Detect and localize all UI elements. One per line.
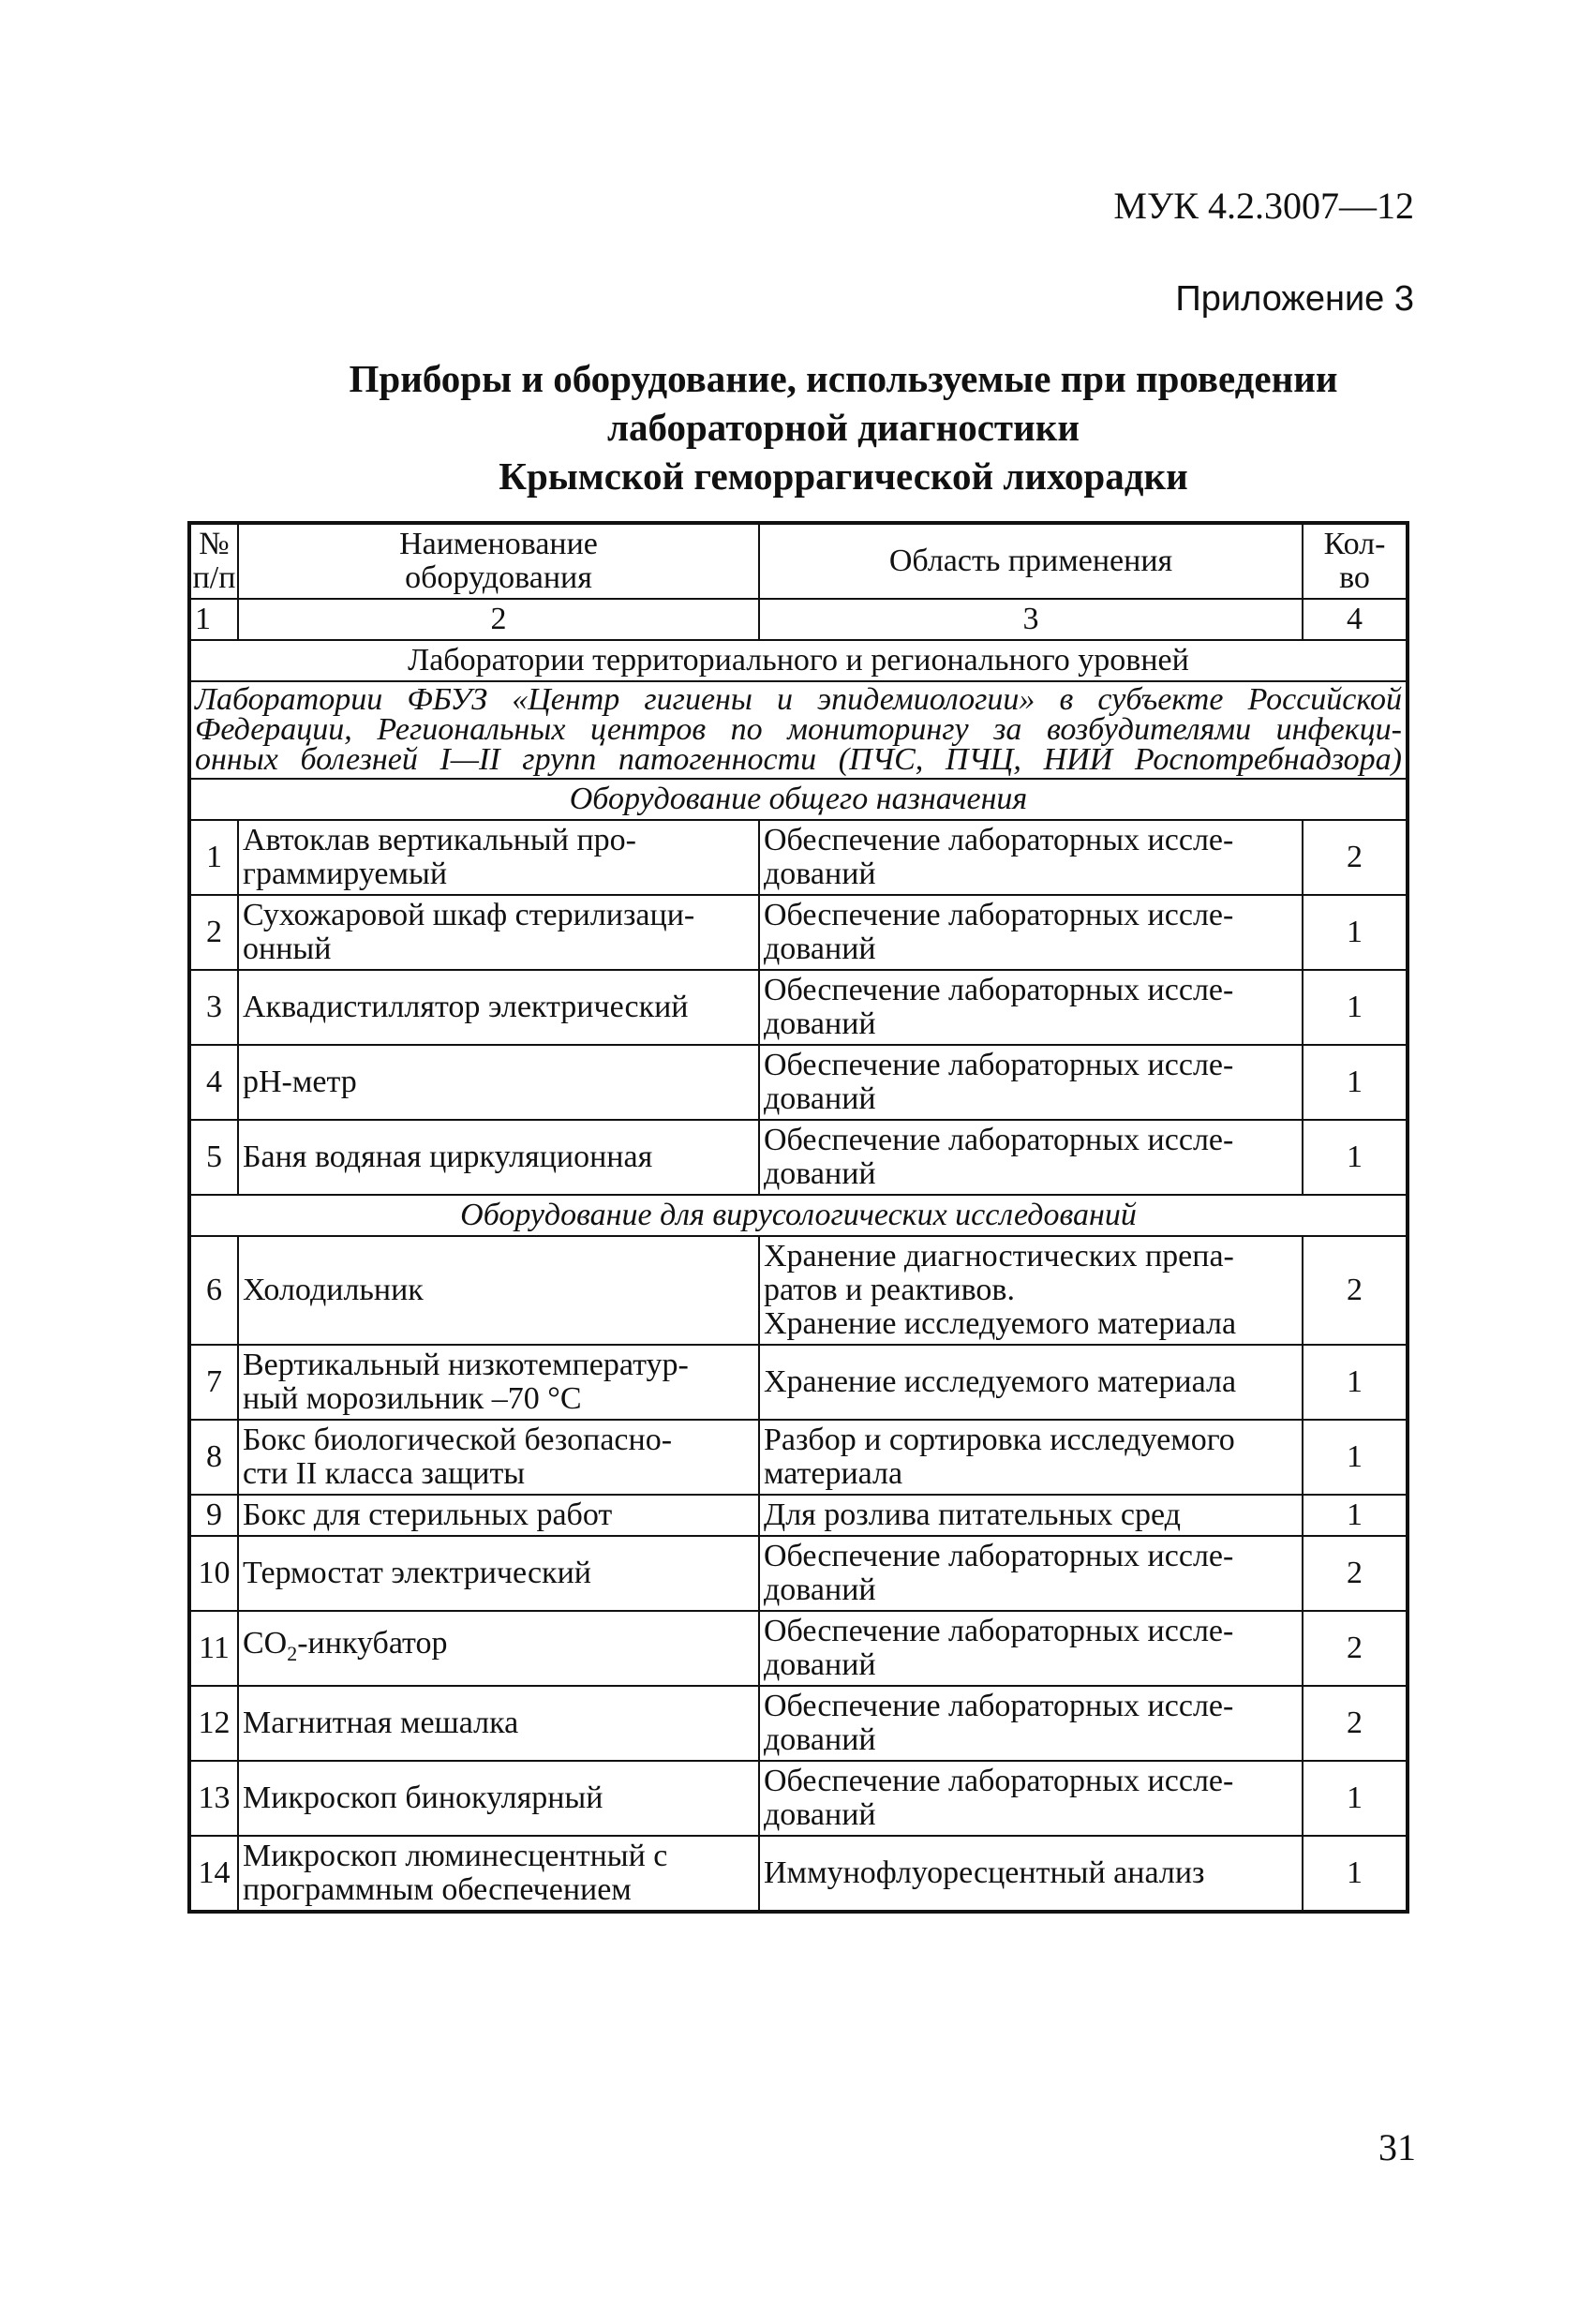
subtitle-line-3: онных болезней I—II групп патогенности (ПЧС, ПЧЦ, НИИ Роспотребнадзора) xyxy=(195,742,1402,777)
application-area xyxy=(759,1611,1303,1686)
application-area xyxy=(759,895,1303,970)
application-area xyxy=(759,1536,1303,1611)
table-header-row xyxy=(189,523,1408,599)
row-number: 11 xyxy=(189,1611,238,1686)
equipment-name-line: Холодильник xyxy=(243,1273,424,1307)
row-number: 13 xyxy=(189,1761,238,1836)
column-number: 3 xyxy=(759,599,1303,640)
application-area xyxy=(759,1495,1303,1536)
application-area xyxy=(759,1761,1303,1836)
formula-part: CO xyxy=(243,1625,288,1661)
row-number: 14 xyxy=(189,1836,238,1912)
equipment-name-line: Магнитная мешалка xyxy=(243,1706,519,1740)
application-area xyxy=(759,1420,1303,1495)
application-area xyxy=(759,1236,1303,1345)
title-line-2: лабораторной диагностики xyxy=(607,406,1080,449)
application-area-line: Обеспечение лабораторных иссле- xyxy=(764,1764,1234,1798)
equipment-name-line: Микроскоп бинокулярный xyxy=(243,1780,603,1815)
application-area-line: Обеспечение лабораторных иссле- xyxy=(764,823,1234,857)
table-row xyxy=(189,895,1408,970)
row-number: 2 xyxy=(189,895,238,970)
formula-subscript: 2 xyxy=(287,1641,298,1665)
row-number: 1 xyxy=(189,820,238,895)
equipment-name xyxy=(238,1761,759,1836)
equipment-name-line: Сухожаровой шкаф стерилизаци- xyxy=(243,898,695,932)
application-area xyxy=(759,1686,1303,1761)
equipment-name xyxy=(238,1495,759,1536)
header-num-line-2: п/п xyxy=(192,560,236,595)
application-area-line: ратов и реактивов. xyxy=(764,1273,1015,1307)
application-area-line: материала xyxy=(764,1456,903,1491)
quantity: 1 xyxy=(1303,1345,1408,1420)
application-area-line: дований xyxy=(764,1647,876,1682)
section-title: Оборудование общего назначения xyxy=(189,779,1408,820)
application-area-line: Обеспечение лабораторных иссле- xyxy=(764,1689,1234,1723)
header-num-line-1: № xyxy=(199,527,230,561)
row-number: 7 xyxy=(189,1345,238,1420)
row-number: 3 xyxy=(189,970,238,1045)
application-area-line: Хранение исследуемого материала xyxy=(764,1364,1237,1399)
row-number: 4 xyxy=(189,1045,238,1120)
equipment-name xyxy=(238,820,759,895)
header-area: Область применения xyxy=(759,523,1303,599)
header-name-line-1: Наименование xyxy=(399,527,598,561)
application-area-line: Обеспечение лабораторных иссле- xyxy=(764,973,1234,1007)
equipment-name-line: граммируемый xyxy=(243,857,448,891)
column-number: 2 xyxy=(238,599,759,640)
title-line-1: Приборы и оборудование, используемые при проведении xyxy=(349,357,1338,400)
equipment-name-line: Баня водяная циркуляционная xyxy=(243,1140,653,1174)
section-title-row xyxy=(189,1195,1408,1236)
table-row xyxy=(189,1120,1408,1195)
subtitle xyxy=(189,681,1408,779)
application-area xyxy=(759,820,1303,895)
page-title xyxy=(225,354,1462,500)
equipment-name-line: Бокс биологической безопасно- xyxy=(243,1423,673,1457)
equipment-name-line: Вертикальный низкотемператур- xyxy=(243,1348,689,1382)
table-row xyxy=(189,1345,1408,1420)
equipment-name-line: ный морозильник –70 °С xyxy=(243,1381,582,1416)
document-code: МУК 4.2.3007—12 xyxy=(1113,185,1414,227)
table-row xyxy=(189,1761,1408,1836)
application-area xyxy=(759,1045,1303,1120)
column-number-row xyxy=(189,599,1408,640)
page-number: 31 xyxy=(1378,2126,1416,2168)
header-num xyxy=(189,523,238,599)
application-area-line: Обеспечение лабораторных иссле- xyxy=(764,1123,1234,1157)
quantity: 2 xyxy=(1303,1686,1408,1761)
application-area xyxy=(759,1345,1303,1420)
equipment-name xyxy=(238,1420,759,1495)
equipment-name-line: программным обеспечением xyxy=(243,1872,632,1907)
formula-part: -инкубатор xyxy=(297,1625,448,1661)
equipment-name-line: Автоклав вертикальный про- xyxy=(243,823,636,857)
equipment-name-line: Бокс для стерильных работ xyxy=(243,1497,613,1532)
quantity: 1 xyxy=(1303,1120,1408,1195)
row-number: 9 xyxy=(189,1495,238,1536)
quantity: 1 xyxy=(1303,1495,1408,1536)
subtitle-line-2: Федерации, Региональных центров по мониторингу за возбудителями инфекци- xyxy=(195,712,1402,747)
quantity: 2 xyxy=(1303,1236,1408,1345)
application-area-line: дований xyxy=(764,1722,876,1757)
application-area-line: дований xyxy=(764,857,876,891)
equipment-name xyxy=(238,1045,759,1120)
quantity: 2 xyxy=(1303,1611,1408,1686)
header-name-line-2: оборудования xyxy=(405,560,592,595)
table-row xyxy=(189,820,1408,895)
equipment-name xyxy=(238,1836,759,1912)
row-number: 12 xyxy=(189,1686,238,1761)
table-row xyxy=(189,1686,1408,1761)
header-qty xyxy=(1303,523,1408,599)
table-row xyxy=(189,1420,1408,1495)
application-area xyxy=(759,1120,1303,1195)
application-area-line: Иммунофлуоресцентный анализ xyxy=(764,1855,1205,1890)
level-title: Лаборатории территориального и регионального уровней xyxy=(189,640,1408,681)
header-qty-line-2: во xyxy=(1339,560,1370,595)
equipment-name xyxy=(238,895,759,970)
application-area-line: Разбор и сортировка исследуемого xyxy=(764,1423,1235,1457)
appendix-label: Приложение 3 xyxy=(1175,279,1414,319)
equipment-name xyxy=(238,1236,759,1345)
application-area-line: дований xyxy=(764,1156,876,1191)
application-area xyxy=(759,1836,1303,1912)
row-number: 5 xyxy=(189,1120,238,1195)
quantity: 1 xyxy=(1303,1045,1408,1120)
application-area-line: Обеспечение лабораторных иссле- xyxy=(764,1048,1234,1082)
quantity: 1 xyxy=(1303,970,1408,1045)
application-area-line: Хранение исследуемого материала xyxy=(764,1306,1237,1341)
equipment-name-line: сти II класса защиты xyxy=(243,1456,526,1491)
subtitle-row xyxy=(189,681,1408,779)
equipment-name xyxy=(238,1686,759,1761)
application-area-line: дований xyxy=(764,1081,876,1116)
application-area-line: дований xyxy=(764,931,876,966)
quantity: 2 xyxy=(1303,820,1408,895)
row-number: 8 xyxy=(189,1420,238,1495)
table-row xyxy=(189,1045,1408,1120)
equipment-table xyxy=(187,521,1409,1914)
section-title-row xyxy=(189,779,1408,820)
equipment-name xyxy=(238,1345,759,1420)
row-number: 6 xyxy=(189,1236,238,1345)
equipment-name-line: Аквадистиллятор электрический xyxy=(243,990,689,1024)
header-qty-line-1: Кол- xyxy=(1323,527,1386,561)
application-area-line: дований xyxy=(764,1797,876,1832)
application-area xyxy=(759,970,1303,1045)
application-area-line: Хранение диагностических препа- xyxy=(764,1239,1234,1274)
column-number: 4 xyxy=(1303,599,1408,640)
equipment-name xyxy=(238,1536,759,1611)
row-number: 10 xyxy=(189,1536,238,1611)
table-row xyxy=(189,1536,1408,1611)
application-area-line: Обеспечение лабораторных иссле- xyxy=(764,898,1234,932)
quantity: 1 xyxy=(1303,1761,1408,1836)
quantity: 1 xyxy=(1303,1420,1408,1495)
application-area-line: Обеспечение лабораторных иссле- xyxy=(764,1539,1234,1573)
application-area-line: Обеспечение лабораторных иссле- xyxy=(764,1614,1234,1648)
application-area-line: дований xyxy=(764,1006,876,1041)
application-area-line: Для розлива питательных сред xyxy=(764,1497,1181,1532)
column-number: 1 xyxy=(189,599,238,640)
equipment-name xyxy=(238,1611,759,1686)
equipment-name xyxy=(238,1120,759,1195)
title-line-3: Крымской геморрагической лихорадки xyxy=(499,454,1188,498)
equipment-name-line: онный xyxy=(243,931,332,966)
equipment-name-line xyxy=(243,1627,754,1671)
table-row xyxy=(189,1495,1408,1536)
quantity: 2 xyxy=(1303,1536,1408,1611)
level-title-row xyxy=(189,640,1408,681)
header-name xyxy=(238,523,759,599)
application-area-line: дований xyxy=(764,1572,876,1607)
table-row xyxy=(189,970,1408,1045)
table-row xyxy=(189,1236,1408,1345)
section-title: Оборудование для вирусологических исследований xyxy=(189,1195,1408,1236)
table-row xyxy=(189,1836,1408,1912)
equipment-name-line: Термостат электрический xyxy=(243,1556,591,1590)
quantity: 1 xyxy=(1303,895,1408,970)
subtitle-line-1: Лаборатории ФБУЗ «Центр гигиены и эпидемиологии» в субъекте Российской xyxy=(195,682,1402,717)
equipment-name-line: Микроскоп люминесцентный с xyxy=(243,1839,668,1873)
equipment-name xyxy=(238,970,759,1045)
table-row xyxy=(189,1611,1408,1686)
equipment-name-line: pH-метр xyxy=(243,1065,357,1099)
quantity: 1 xyxy=(1303,1836,1408,1912)
